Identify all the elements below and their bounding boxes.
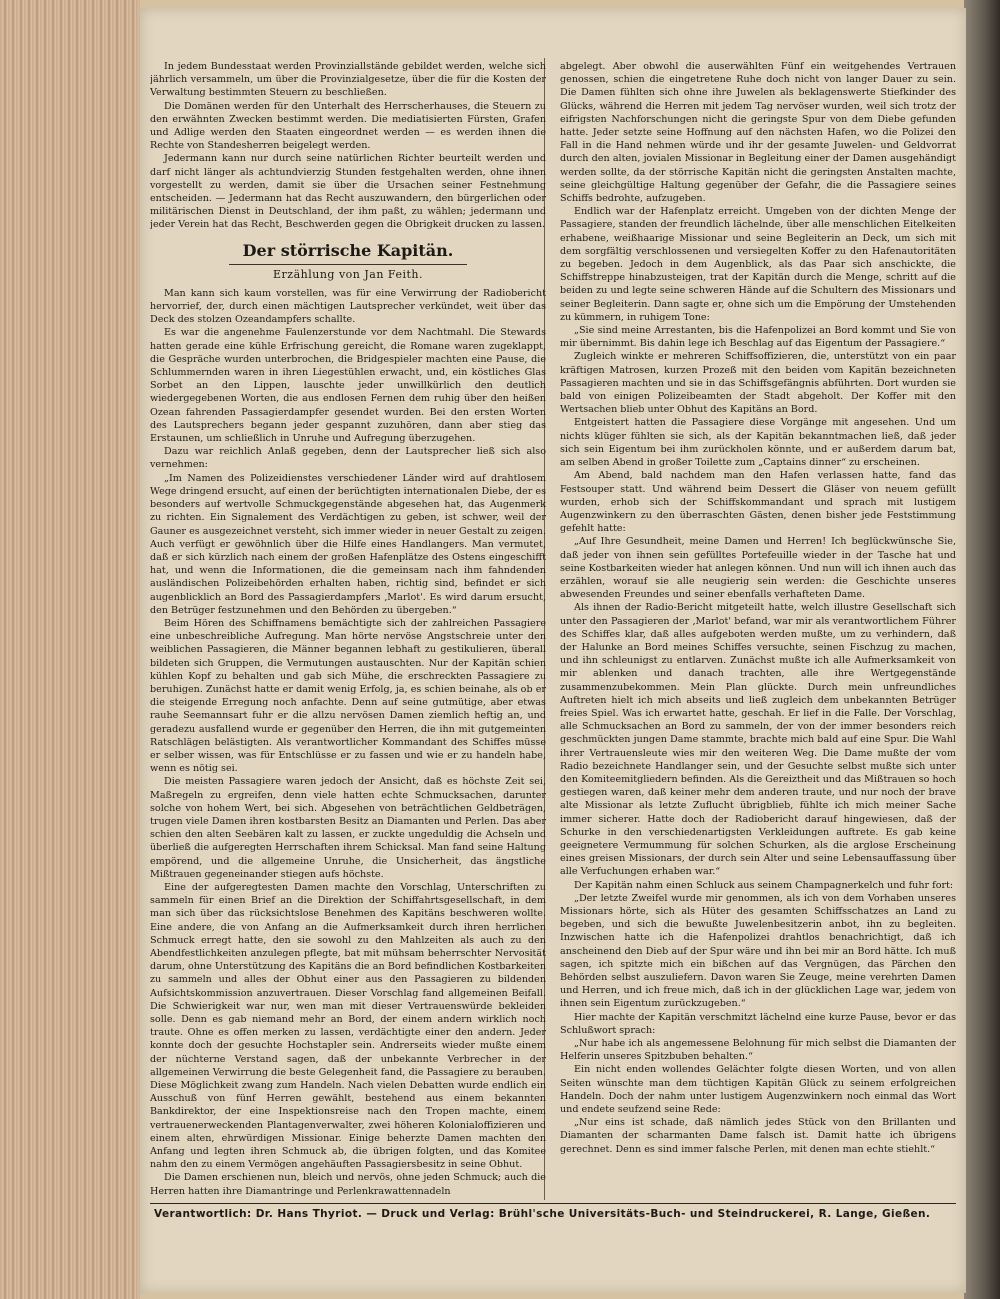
imprint-footer: Verantwortlich: Dr. Hans Thyriot. — Druck und Verlag: Brühl'sche Universitäts-Buch- und Steindruckerei, R. Lange, Gießen.	[154, 1208, 931, 1220]
right-column	[560, 60, 956, 1198]
story-continued-paragraph: „Nur eins ist schade, daß nämlich jedes Stück von den Brillanten und Diamanten der scharmanten Dame falsch ist. Damit hatte ich übrigens gerechnet. Denn es sind immer falsche Perlen, mit denen man echte stiehlt.“	[560, 1117, 956, 1155]
story-continued-paragraph: Hier machte der Kapitän verschmitzt lächelnd eine kurze Pause, bevor er das Schlußwort sprach:	[560, 1011, 956, 1036]
story-continued-paragraph: Zugleich winkte er mehreren Schiffsoffizieren, die, unterstützt von ein paar kräftigen Matrosen, kurzen Prozeß mit den beiden vom Kapitän bezeichneten Passagieren machten und sie in das Schiffsgefängnis abführten. Dort wurden sie bald von einigen Polizeibeamten der Stadt abgeholt. Der Koffer mit den Wertsachen blieb unter Obhut des Kapitäns an Bord.	[560, 351, 956, 416]
story-byline: Erzählung von Jan Feith.	[273, 267, 423, 281]
left-column	[150, 60, 546, 1198]
story-continued-paragraph: „Sie sind meine Arrestanten, bis die Hafenpolizei an Bord kommt und Sie von mir übernimmt. Bis dahin lege ich Beschlag auf das Eigentum der Passagiere.“	[560, 325, 956, 350]
story-paragraph: Dazu war reichlich Anlaß gegeben, denn der Lautsprecher ließ sich also vernehmen:	[150, 446, 546, 471]
footer-rule	[150, 1203, 956, 1204]
story-paragraph: Die meisten Passagiere waren jedoch der Ansicht, daß es höchste Zeit sei, Maßregeln zu ergreifen, denn viele hatten echte Schmucksachen, darunter solche von hohem Wert, bei sich. Abgesehen von beträchtlichen Geldbeträgen, trugen viele Damen ihren kostbarsten Besitz an Diamanten und Perlen. Das aber schien den alten Seebären kalt zu lassen, er zuckte ungeduldig die Achseln und überließ die aufgeregten Herrschaften ihrem Schicksal. Man fand seine Haltung empörend, und die allgemeine Unruhe, die Unsicherheit, das ängstliche Mißtrauen gegeneinander stiegen aufs höchste.	[150, 776, 546, 880]
story-paragraph: Man kann sich kaum vorstellen, was für eine Verwirrung der Radiobericht hervorrief, der, durch einen mächtigen Lautsprecher verkündet, weit über das Deck des stolzen Ozeandampfers schallte.	[150, 287, 546, 326]
story-continued-paragraph: Endlich war der Hafenplatz erreicht. Umgeben von der dichten Menge der Passagiere, standen der freundlich lächelnde, über alle menschlichen Eitelkeiten erhabene, weißhaarige Missionar und seine Begleiterin an Deck, um sich mit dem sorgfältig verschlossenen und versiegelten Koffer zu den Hafenautoritäten zu begeben. Jedoch in dem Augenblick, als das Paar sich anschickte, die Schiffstreppe hinabzusteigen, trat der Kapitän durch die Menge, schritt auf die beiden zu und legte seine schweren Hände auf die Schultern des Missionars und seiner Begleiterin. Dann sagte er, ohne sich um die Empörung der Umstehenden zu kümmern, in ruhigem Tone:	[560, 206, 956, 323]
story-paragraph: Eine der aufgeregtesten Damen machte den Vorschlag, Unterschriften zu sammeln für einen Brief an die Direktion der Schiffahrtsgesellschaft, in dem man sich über das rücksichtslose Benehmen des Kapitäns beschweren wollte. Eine andere, die von Anfang an die Aufmerksamkeit durch ihren herrlichen Schmuck erregt hatte, den sie sowohl zu den Mahlzeiten als auch zu den Abendfestlichkeiten anzulegen pflegte, bat mit mühsam beherrschter Nervosität darum, ohne Unterstützung des Kapitäns die an Bord befindlichen Kostbarkeiten zu sammeln und alles der Obhut einer aus den Passagieren zu bildenden Aufsichtskommission anzuvertrauen. Dieser Vorschlag fand allgemeinen Beifall. Die Schwierigkeit war nur, wen man mit dieser Vertrauenswürde bekleiden solle. Denn es gab niemand mehr an Bord, der einem andern wirklich noch traute. Ohne es offen merken zu lassen, verdächtigte einer den andern. Jeder konnte doch der gesuchte Hochstapler sein. Andrerseits wieder mußte einem der nüchterne Verstand sagen, daß der unbekannte Verbrecher in der allgemeinen Verwirrung die beste Gelegenheit fand, die Passagiere zu berauben. Diese Möglichkeit zwang zum Handeln. Nach vielen Debatten wurde endlich ein Ausschuß von fünf Herren gewählt, bestehend aus einem bekannten Bankdirektor, der eine Inspektionsreise nach den Tropen machte, einem vertrauenerweckenden Plantagenverwalter, zwei höheren Kolonialoffizieren und einem alten, ehrwürdigen Missionar. Einige beherzte Damen machten den Anfang und legten ihren Schmuck ab, die übrigen folgten, und das Komitee nahm den zu einem Vermögen angehäuften Passagiersbesitz in seine Obhut.	[150, 881, 546, 1171]
book-binding-edge	[0, 0, 140, 1299]
story-continued-paragraph: „Auf Ihre Gesundheit, meine Damen und Herren! Ich beglückwünsche Sie, daß jeder von ihnen sein gefülltes Portefeuille wieder in der Tasche hat und seine Kostbarkeiten wieder hat anlegen können. Und nun will ich ihnen auch das erzählen, worauf sie alle neugierig sein werden: die Geschichte unseres abwesenden Freundes und seiner ebenfalls verhafteten Dame.	[560, 536, 956, 601]
story-continued-paragraph: Als ihnen der Radio-Bericht mitgeteilt hatte, welch illustre Gesellschaft sich unter den Passagieren der ‚Marlot' befand, war mir als verantwortlichem Führer des Schiffes klar, daß alles aufgeboten werden mußte, um zu verhindern, daß der Halunke an Bord meines Schiffes versuchte, seinen Fischzug zu machen, und ihn schleunigst zu entlarven. Zunächst mußte ich alle Aufmerksamkeit von mir ablenken und danach trachten, alle ihre Wertgegenstände zusammenzubekommen. Mein Plan glückte. Durch mein unfreundliches Auftreten hielt ich mich abseits und ließ zugleich dem unbekannten Betrüger freies Spiel. Was ich erwartet hatte, geschah. Er lief in die Falle. Der Vorschlag, alle Schmucksachen an Bord zu sammeln, der von der immer besonders reich geschmückten jungen Dame stammte, brachte mich bald auf eine Spur. Die Wahl ihrer Vertrauensleute wies mir den weiteren Weg. Die Dame mußte der vom Radio bezeichnete Handlanger sein, und der Gesuchte selbst mußte sich unter den Komiteemitgliedern befinden. Als die Gereiztheit und das Mißtrauen so hoch gestiegen waren, daß keiner mehr dem anderen traute, und nur noch der brave alte Missionar als letzte Zuflucht übrigblieb, fühlte ich mich meiner Sache immer sicherer. Hatte doch der Radiobericht darauf hingewiesen, daß der Schurke in den verschiedenartigsten Verkleidungen auftrete. Es gab keine geeignetere Vermummung für solchen Schurken, als die arglose Erscheinung eines greisen Missionars, der durch sein Alter und seine Lebensauffassung über alle Verfuchungen erhaben war.“	[560, 602, 956, 878]
intro-paragraph-3: Jedermann kann nur durch seine natürlichen Richter beurteilt werden und darf nicht länger als achtundvierzig Stunden festgehalten werden, ohne ihnen vorgestellt zu werden, damit sie über die Ursachen seiner Festnehmung entscheiden. — Jedermann hat das Recht auszuwandern, den bürgerlichen oder militärischen Dienst in Deutschland, der ihm paßt, zu wählen; jedermann und jeder Verein hat das Recht, Beschwerden gegen die Obrigkeit drucken zu lassen.	[150, 153, 546, 231]
story-continued-paragraph: „Der letzte Zweifel wurde mir genommen, als ich von dem Vorhaben unseres Missionars hörte, sich als Hüter des gesamten Schiffsschatzes an Land zu begeben, und sich die bewußte Juwelenbesitzerin anbot, ihn zu begleiten. Inzwischen hatte ich die Hafenpolizei drahtlos benachrichtigt, daß ich anscheinend den Dieb auf der Spur wäre und ihn bei mir an Bord hätte. Ich muß sagen, ich spitzte mich ein bißchen auf das Vergnügen, das Pärchen den Behörden selbst auszuliefern. Davon waren Sie Zeuge, meine verehrten Damen und Herren, und ich freue mich, daß ich in der glücklichen Lage war, jedem von ihnen sein Eigentum zurückzugeben.“	[560, 892, 956, 1010]
story-paragraph: Die Damen erschienen nun, bleich und nervös, ohne jeden Schmuck; auch die Herren hatten ihre Diamantringe und Perlenkrawattennadeln	[150, 1172, 546, 1197]
story-continued-paragraph: Ein nicht enden wollendes Gelächter folgte diesen Worten, und von allen Seiten wünschte man dem tüchtigen Kapitän Glück zu seinem erfolgreichen Handeln. Doch der nahm unter lustigem Augenzwinkern noch einmal das Wort und endete seufzend seine Rede:	[560, 1064, 956, 1116]
story-paragraph: Beim Hören des Schiffnamens bemächtigte sich der zahlreichen Passagiere eine unbeschreibliche Aufregung. Man hörte nervöse Angstschreie unter den weiblichen Passagieren, die Männer begannen lebhaft zu gestikulieren, überall bildeten sich Gruppen, die Vermutungen austauschten. Nur der Kapitän schien kühlen Kopf zu behalten und gab sich Mühe, die erschreckten Passagiere zu beruhigen. Zunächst hatte er damit wenig Erfolg, ja, es schien beinahe, als ob er die steigende Erregung noch anfachte. Denn auf seine gutmütige, aber etwas rauhe Seemannsart fuhr er die allzu nervösen Damen ziemlich heftig an, und geradezu ausfallend wurde er gegenüber den Herren, die ihn mit gutgemeinten Ratschlägen belästigten. Als verantwortlicher Kommandant des Schiffes müsse er selber wissen, was für Entschlüsse er zu fassen und wie er zu handeln habe, wenn es nötig sei.	[150, 617, 546, 775]
page-shadow-edge	[964, 0, 1000, 1299]
newspaper-page	[140, 8, 966, 1293]
title-rule	[229, 264, 467, 265]
text-columns	[150, 60, 956, 1198]
story-continued-paragraph: „Nur habe ich als angemessene Belohnung für mich selbst die Diamanten der Helferin unseres Spitzbuben behalten.“	[560, 1038, 956, 1063]
story-continued-paragraph: Der Kapitän nahm einen Schluck aus seinem Champagnerkelch und fuhr fort:	[574, 879, 954, 891]
story-continued-paragraph: abgelegt. Aber obwohl die auserwählten Fünf ein weitgehendes Vertrauen genossen, schien die eingetretene Ruhe doch nicht von langer Dauer zu sein. Die Damen fühlten sich ohne ihre Juwelen als beklagenswerte Stiefkinder des Glücks, während die Herren mit jedem Tag nervöser wurden, weil sich trotz der eifrigsten Nachforschungen nicht die geringste Spur von dem Diebe gefunden hatte. Jeder setzte seine Hoffnung auf den nächsten Hafen, wo die Polizei den Fall in die Hand nehmen würde und ihr der gesamte Juwelen- und Geldvorrat durch den alten, jovialen Missionar in Begleitung einer der Damen ausgehändigt werden sollte, da der störrische Kapitän nicht die geringsten Anstalten machte, seine gleichgültige Haltung gegenüber der Gefahr, die die Passagiere seines Schiffs bedrohte, aufzugeben.	[560, 61, 956, 205]
intro-paragraph-1: In jedem Bundesstaat werden Provinziallstände gebildet werden, welche sich jährlich versammeln, um über die Provinzialgesetze, über die für die Kosten der Verwaltung bestimmten Steuern zu beschließen.	[150, 61, 546, 99]
story-continued-paragraph: Entgeistert hatten die Passagiere diese Vorgänge mit angesehen. Und um nichts klüger fühlten sie sich, als der Kapitän bekanntmachen ließ, daß jeder sich sein Eigentum bei ihm zurückholen könnte, und er außerdem darum bat, am selben Abend in großer Toilette zum „Captains dinner“ zu erscheinen.	[560, 417, 956, 469]
story-title: Der störrische Kapitän.	[242, 240, 454, 260]
story-continued-paragraph: Am Abend, bald nachdem man den Hafen verlassen hatte, fand das Festsouper statt. Und während beim Dessert die Gläser von neuem gefüllt wurden, erhob sich der Schiffskommandant und sprach mit lustigem Augenzwinkern zu den überraschten Gästen, denen bisher jede Feststimmung gefehlt hatte:	[560, 470, 956, 535]
intro-paragraph-2: Die Domänen werden für den Unterhalt des Herrscherhauses, die Steuern zu den erwähnten Zwecken bestimmt werden. Die mediatisierten Fürsten, Grafen und Adlige werden den Staaten eingeordnet werden — es werden ihnen die Rechte von Standesherren beigelegt werden.	[150, 100, 546, 152]
story-paragraph: Es war die angenehme Faulenzerstunde vor dem Nachtmahl. Die Stewards hatten gerade eine kühle Erfrischung gereicht, die Romane waren zugeklappt, die Gespräche wurden unterbrochen, die Bridgespieler machten eine Pause, die Schlummernden waren in ihren Liegestühlen erwacht, und, ein köstliches Glas Sorbet an den Lippen, lauschte jeder unwillkürlich den deutlich wiedergegebenen Worten, die aus endlosen Fernen dem ruhig über den heißen Ozean fahrenden Passagierdampfer gesendet wurden. Bei den ersten Worten des Lautsprechers begann jeder gespannt zuzuhören, dann aber stieg das Erstaunen, um schließlich in Unruhe und Aufregung überzugehen.	[150, 327, 546, 445]
story-paragraph: „Im Namen des Polizeidienstes verschiedener Länder wird auf drahtlosem Wege dringend ersucht, auf einen der berüchtigten internationalen Diebe, der es besonders auf wertvolle Schmuckgegenstände abgesehen hat, das Augenmerk zu richten. Ein Signalement des Verdächtigen zu geben, ist schwer, weil der Gauner es ausgezeichnet versteht, sich immer wieder in neuer Gestalt zu zeigen. Auch verfügt er gewöhnlich über die Hilfe eines Handlangers. Man vermutet, daß er sich kürzlich nach einem der großen Hafenplätze des Ostens eingeschifft hat, und wenn die Informationen, die die gemeinsam nach ihm fahndenden ausländischen Polizeibehörden erhalten haben, richtig sind, befindet er sich augenblicklich an Bord des Passagierdampfers ‚Marlot'. Es wird darum ersucht, den Betrüger festzunehmen und den Behörden zu übergeben.“	[150, 472, 546, 616]
